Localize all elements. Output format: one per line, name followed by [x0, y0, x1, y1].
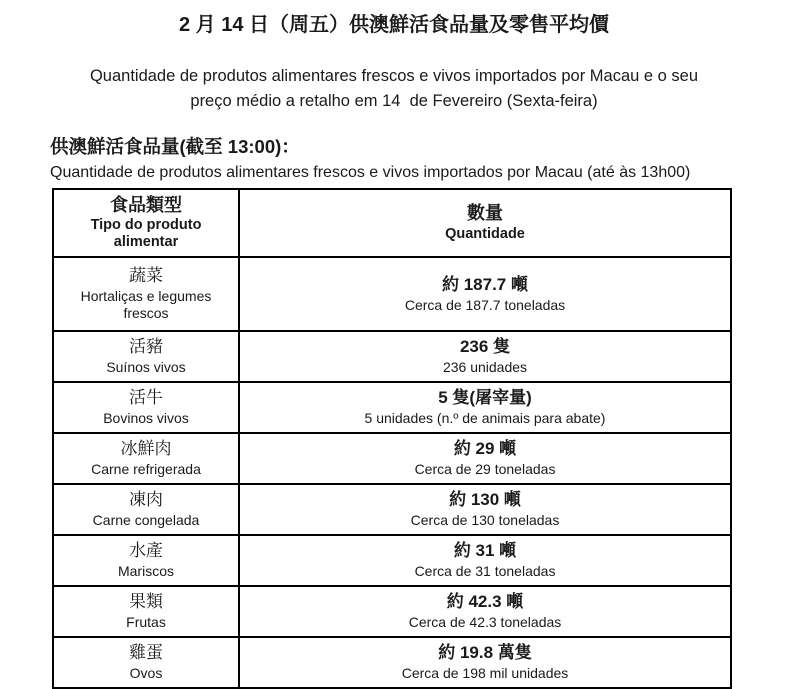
type-pt: Carne congelada: [92, 512, 200, 529]
qty-zh: 約 31 噸: [453, 541, 517, 561]
type-cell: [53, 637, 239, 688]
section-subtitle: Quantidade de produtos alimentares frescos e vivos importados por Macau (até às 13h00): [50, 163, 691, 181]
table-row-frozen-meat: [53, 484, 731, 535]
header-cell-type: [53, 189, 239, 257]
quantity-cell: [239, 586, 731, 637]
type-cell: [53, 257, 239, 331]
qty-zh: 約 19.8 萬隻: [438, 643, 532, 663]
type-cell: [53, 382, 239, 433]
page-subtitle-line2: preço médio a retalho em 14 de Fevereiro (Sexta-feira): [190, 91, 598, 110]
qty-zh: 5 隻(屠宰量): [438, 388, 532, 408]
type-zh: 活牛: [129, 388, 163, 408]
page-subtitle-line1: Quantidade de produtos alimentares frescos e vivos importados por Macau e o seu: [89, 67, 699, 85]
type-pt: Bovinos vivos: [103, 410, 189, 427]
type-zh: 活豬: [129, 337, 163, 357]
qty-zh: 約 187.7 噸: [442, 274, 528, 294]
quantity-cell: [239, 433, 731, 484]
qty-pt: Cerca de 42.3 toneladas: [408, 614, 562, 631]
type-cell: [53, 586, 239, 637]
section-heading: 供澳鮮活食品量(截至 13:00)：: [50, 135, 300, 157]
header-type-pt: Tipo do produto alimentar: [90, 217, 202, 251]
type-cell: [53, 331, 239, 382]
qty-pt: 236 unidades: [442, 359, 528, 376]
qty-zh: 約 130 噸: [449, 490, 521, 510]
quantity-cell: [239, 382, 731, 433]
header-qty-zh: 數量: [467, 203, 503, 224]
page-subtitle: [0, 64, 788, 114]
type-pt: Frutas: [126, 614, 166, 631]
type-pt: Suínos vivos: [106, 359, 186, 376]
qty-pt: Cerca de 29 toneladas: [414, 461, 556, 478]
type-pt: Hortaliças e legumes frescos: [80, 287, 212, 322]
type-zh: 水產: [129, 541, 163, 561]
table-row-chilled-meat: [53, 433, 731, 484]
header-cell-quantity: [239, 189, 731, 257]
table-header-row: [53, 189, 731, 257]
table-row-fruits: [53, 586, 731, 637]
qty-pt: 5 unidades (n.º de animais para abate): [364, 410, 606, 427]
header-type-zh: 食品類型: [110, 194, 182, 215]
type-pt: Mariscos: [117, 563, 174, 580]
type-zh: 果類: [129, 592, 163, 612]
table-row-live-pigs: [53, 331, 731, 382]
type-pt: Ovos: [129, 665, 163, 682]
quantity-cell: [239, 637, 731, 688]
type-zh: 雞蛋: [129, 643, 163, 663]
qty-zh: 236 隻: [459, 337, 511, 357]
qty-pt: Cerca de 130 toneladas: [410, 512, 560, 529]
table-row-seafood: [53, 535, 731, 586]
page-title: 2 月 14 日（周五）供澳鮮活食品量及零售平均價: [178, 14, 610, 36]
qty-zh: 約 42.3 噸: [446, 592, 524, 612]
supply-quantity-table: [52, 188, 732, 689]
type-zh: 凍肉: [129, 490, 163, 510]
qty-pt: Cerca de 31 toneladas: [414, 563, 556, 580]
header-qty-pt: Quantidade: [445, 225, 525, 242]
quantity-cell: [239, 484, 731, 535]
qty-pt: Cerca de 198 mil unidades: [401, 665, 569, 682]
type-cell: [53, 433, 239, 484]
table-row-eggs: [53, 637, 731, 688]
quantity-cell: [239, 331, 731, 382]
type-cell: [53, 484, 239, 535]
type-cell: [53, 535, 239, 586]
qty-zh: 約 29 噸: [453, 439, 517, 459]
table-row-vegetables: [53, 257, 731, 331]
quantity-cell: [239, 257, 731, 331]
table-row-live-cattle: [53, 382, 731, 433]
type-zh: 蔬菜: [129, 265, 163, 285]
type-zh: 冰鮮肉: [120, 439, 172, 459]
qty-pt: Cerca de 187.7 toneladas: [404, 296, 566, 313]
quantity-cell: [239, 535, 731, 586]
type-pt: Carne refrigerada: [91, 461, 201, 478]
